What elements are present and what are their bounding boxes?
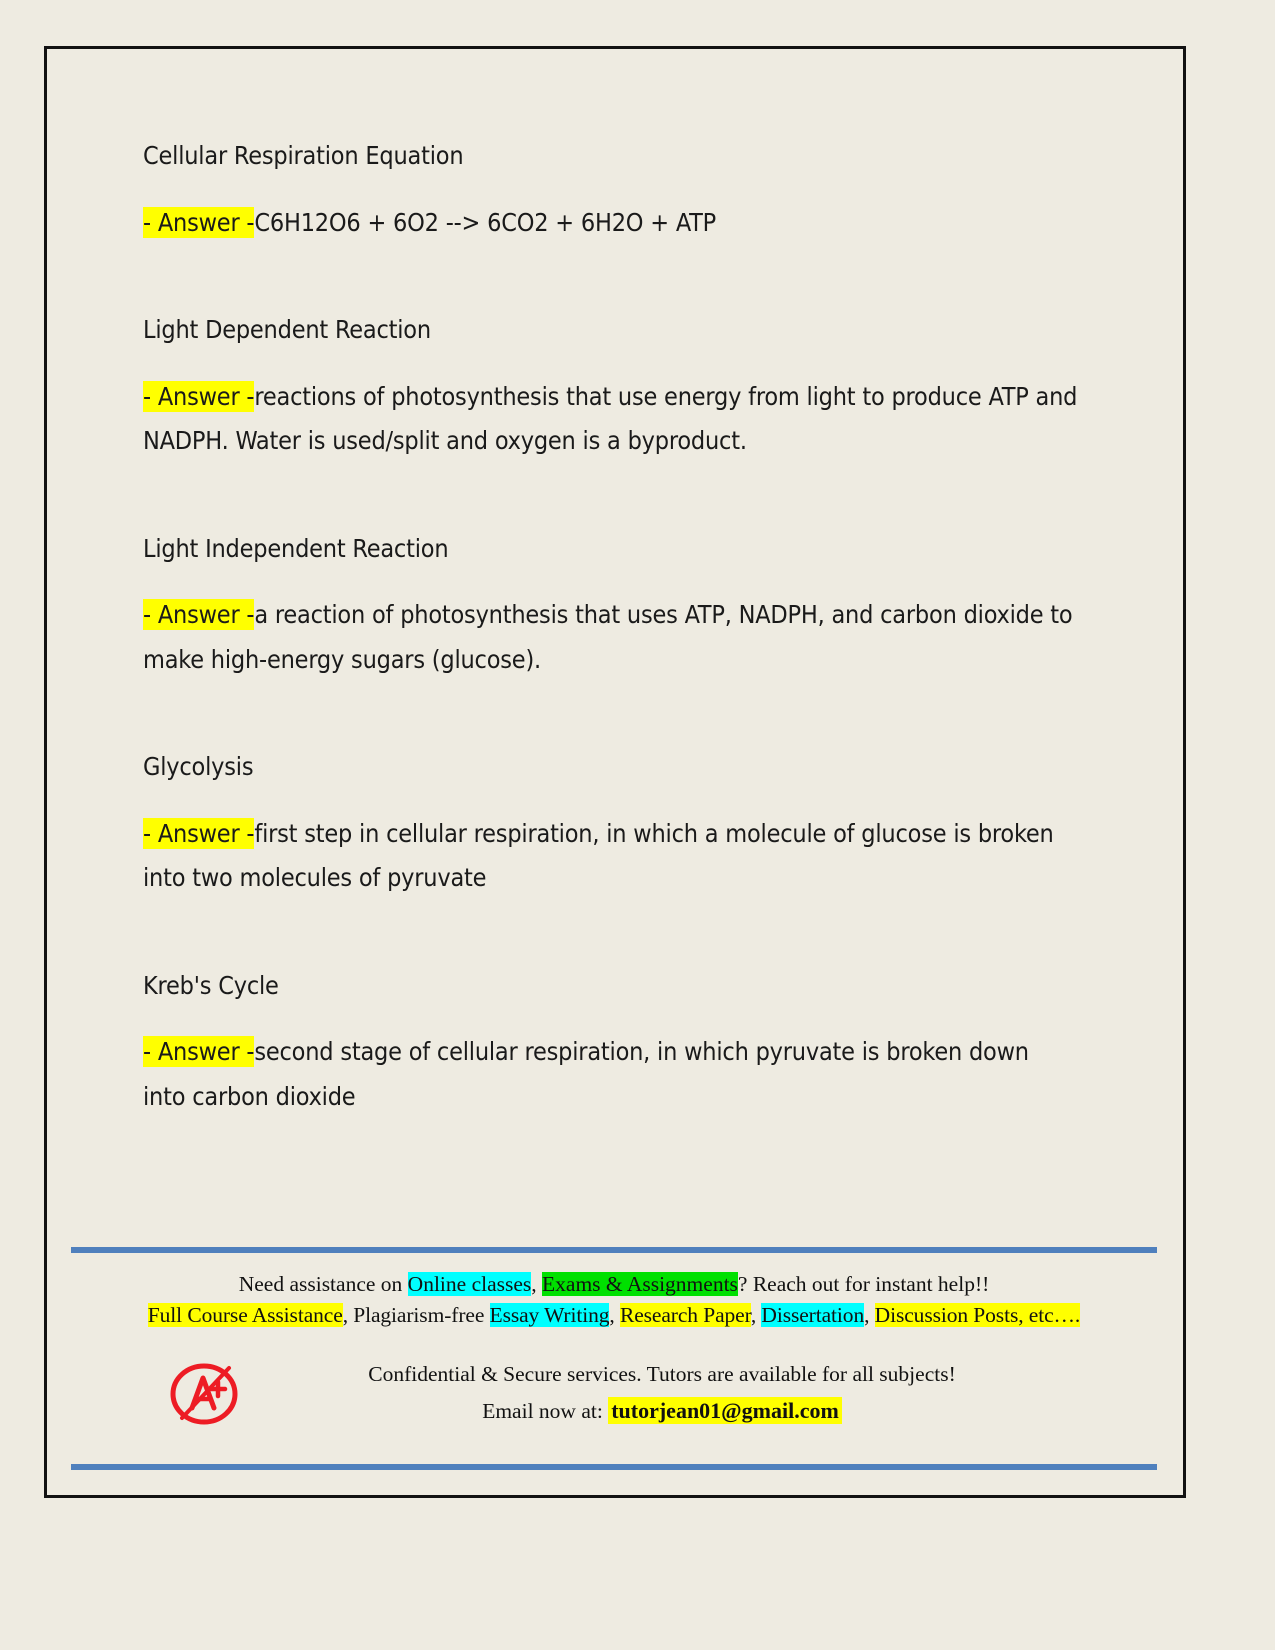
answer-text	[143, 201, 1078, 246]
answer-body: C6H12O6 + 6O2 --> 6CO2 + 6H2O + ATP	[254, 207, 716, 237]
email-address[interactable]: tutorjean01@gmail.com	[608, 1397, 842, 1424]
answer-text	[143, 375, 1078, 464]
promo-exams-assignments: Exams & Assignments	[542, 1272, 738, 1296]
document-page	[44, 46, 1186, 1498]
qa-block	[143, 967, 1083, 1120]
qa-block	[143, 530, 1083, 683]
term-heading: Glycolysis	[143, 752, 254, 781]
a-plus-logo-icon	[167, 1356, 241, 1430]
promo-dissertation: Dissertation	[761, 1302, 865, 1327]
answer-body: a reaction of photosynthesis that uses ATP, NADPH, and carbon dioxide to make high-energy sugars (glucose).	[143, 600, 1073, 674]
qa-block	[143, 748, 1083, 901]
promo-text-2: ? Reach out for instant help!!	[737, 1272, 990, 1296]
answer-body: reactions of photosynthesis that use energy from light to produce ATP and NADPH. Water is used/split and oxygen is a byproduct.	[143, 381, 1078, 455]
answer-text	[143, 593, 1078, 682]
answer-body: second stage of cellular respiration, in which pyruvate is broken down into carbon dioxide	[143, 1037, 1029, 1111]
promo-sep-1: ,	[531, 1272, 543, 1296]
email-line	[241, 1394, 1083, 1428]
term-heading: Cellular Respiration Equation	[143, 141, 464, 170]
promo-text-1: Need assistance on	[238, 1272, 408, 1296]
answer-text	[143, 1030, 1078, 1119]
promo-full-course-assistance: Full Course Assistance	[147, 1302, 343, 1327]
qa-block	[143, 137, 1083, 245]
tagline-text: Confidential & Secure services. Tutors are available for all subjects!	[368, 1362, 956, 1387]
tagline-row	[71, 1356, 1157, 1430]
promo-sep-2: ,	[609, 1302, 620, 1327]
answer-label-highlight: - Answer -	[143, 818, 255, 848]
answer-label-highlight: - Answer -	[143, 381, 255, 411]
answer-body: first step in cellular respiration, in which a molecule of glucose is broken into two molecules of pyruvate	[143, 818, 1054, 892]
promo-sep-4: ,	[864, 1302, 875, 1327]
document-content	[143, 137, 1083, 1119]
term-heading: Light Dependent Reaction	[143, 315, 431, 344]
tagline-block	[241, 1358, 1157, 1428]
promo-line-1	[71, 1269, 1157, 1300]
term-heading: Light Independent Reaction	[143, 533, 449, 563]
promo-line-2	[71, 1300, 1157, 1331]
promo-online-classes: Online classes	[407, 1272, 532, 1296]
answer-text	[143, 812, 1078, 901]
answer-label-highlight: - Answer -	[143, 207, 255, 237]
promo-discussion-posts: Discussion Posts, etc….	[874, 1302, 1081, 1327]
answer-label-highlight: - Answer -	[143, 1037, 255, 1066]
footer-divider-bottom	[71, 1464, 1157, 1470]
email-prefix: Email now at:	[482, 1398, 609, 1423]
promo-essay-writing: Essay Writing	[489, 1302, 610, 1327]
promo-research-paper: Research Paper	[619, 1302, 751, 1327]
qa-block	[143, 311, 1083, 464]
promo-text-3: , Plagiarism-free	[342, 1302, 490, 1327]
promo-footer	[71, 1247, 1157, 1470]
term-heading: Kreb's Cycle	[143, 970, 279, 1000]
promo-sep-3: ,	[750, 1302, 762, 1327]
answer-label-highlight: - Answer -	[143, 600, 255, 629]
